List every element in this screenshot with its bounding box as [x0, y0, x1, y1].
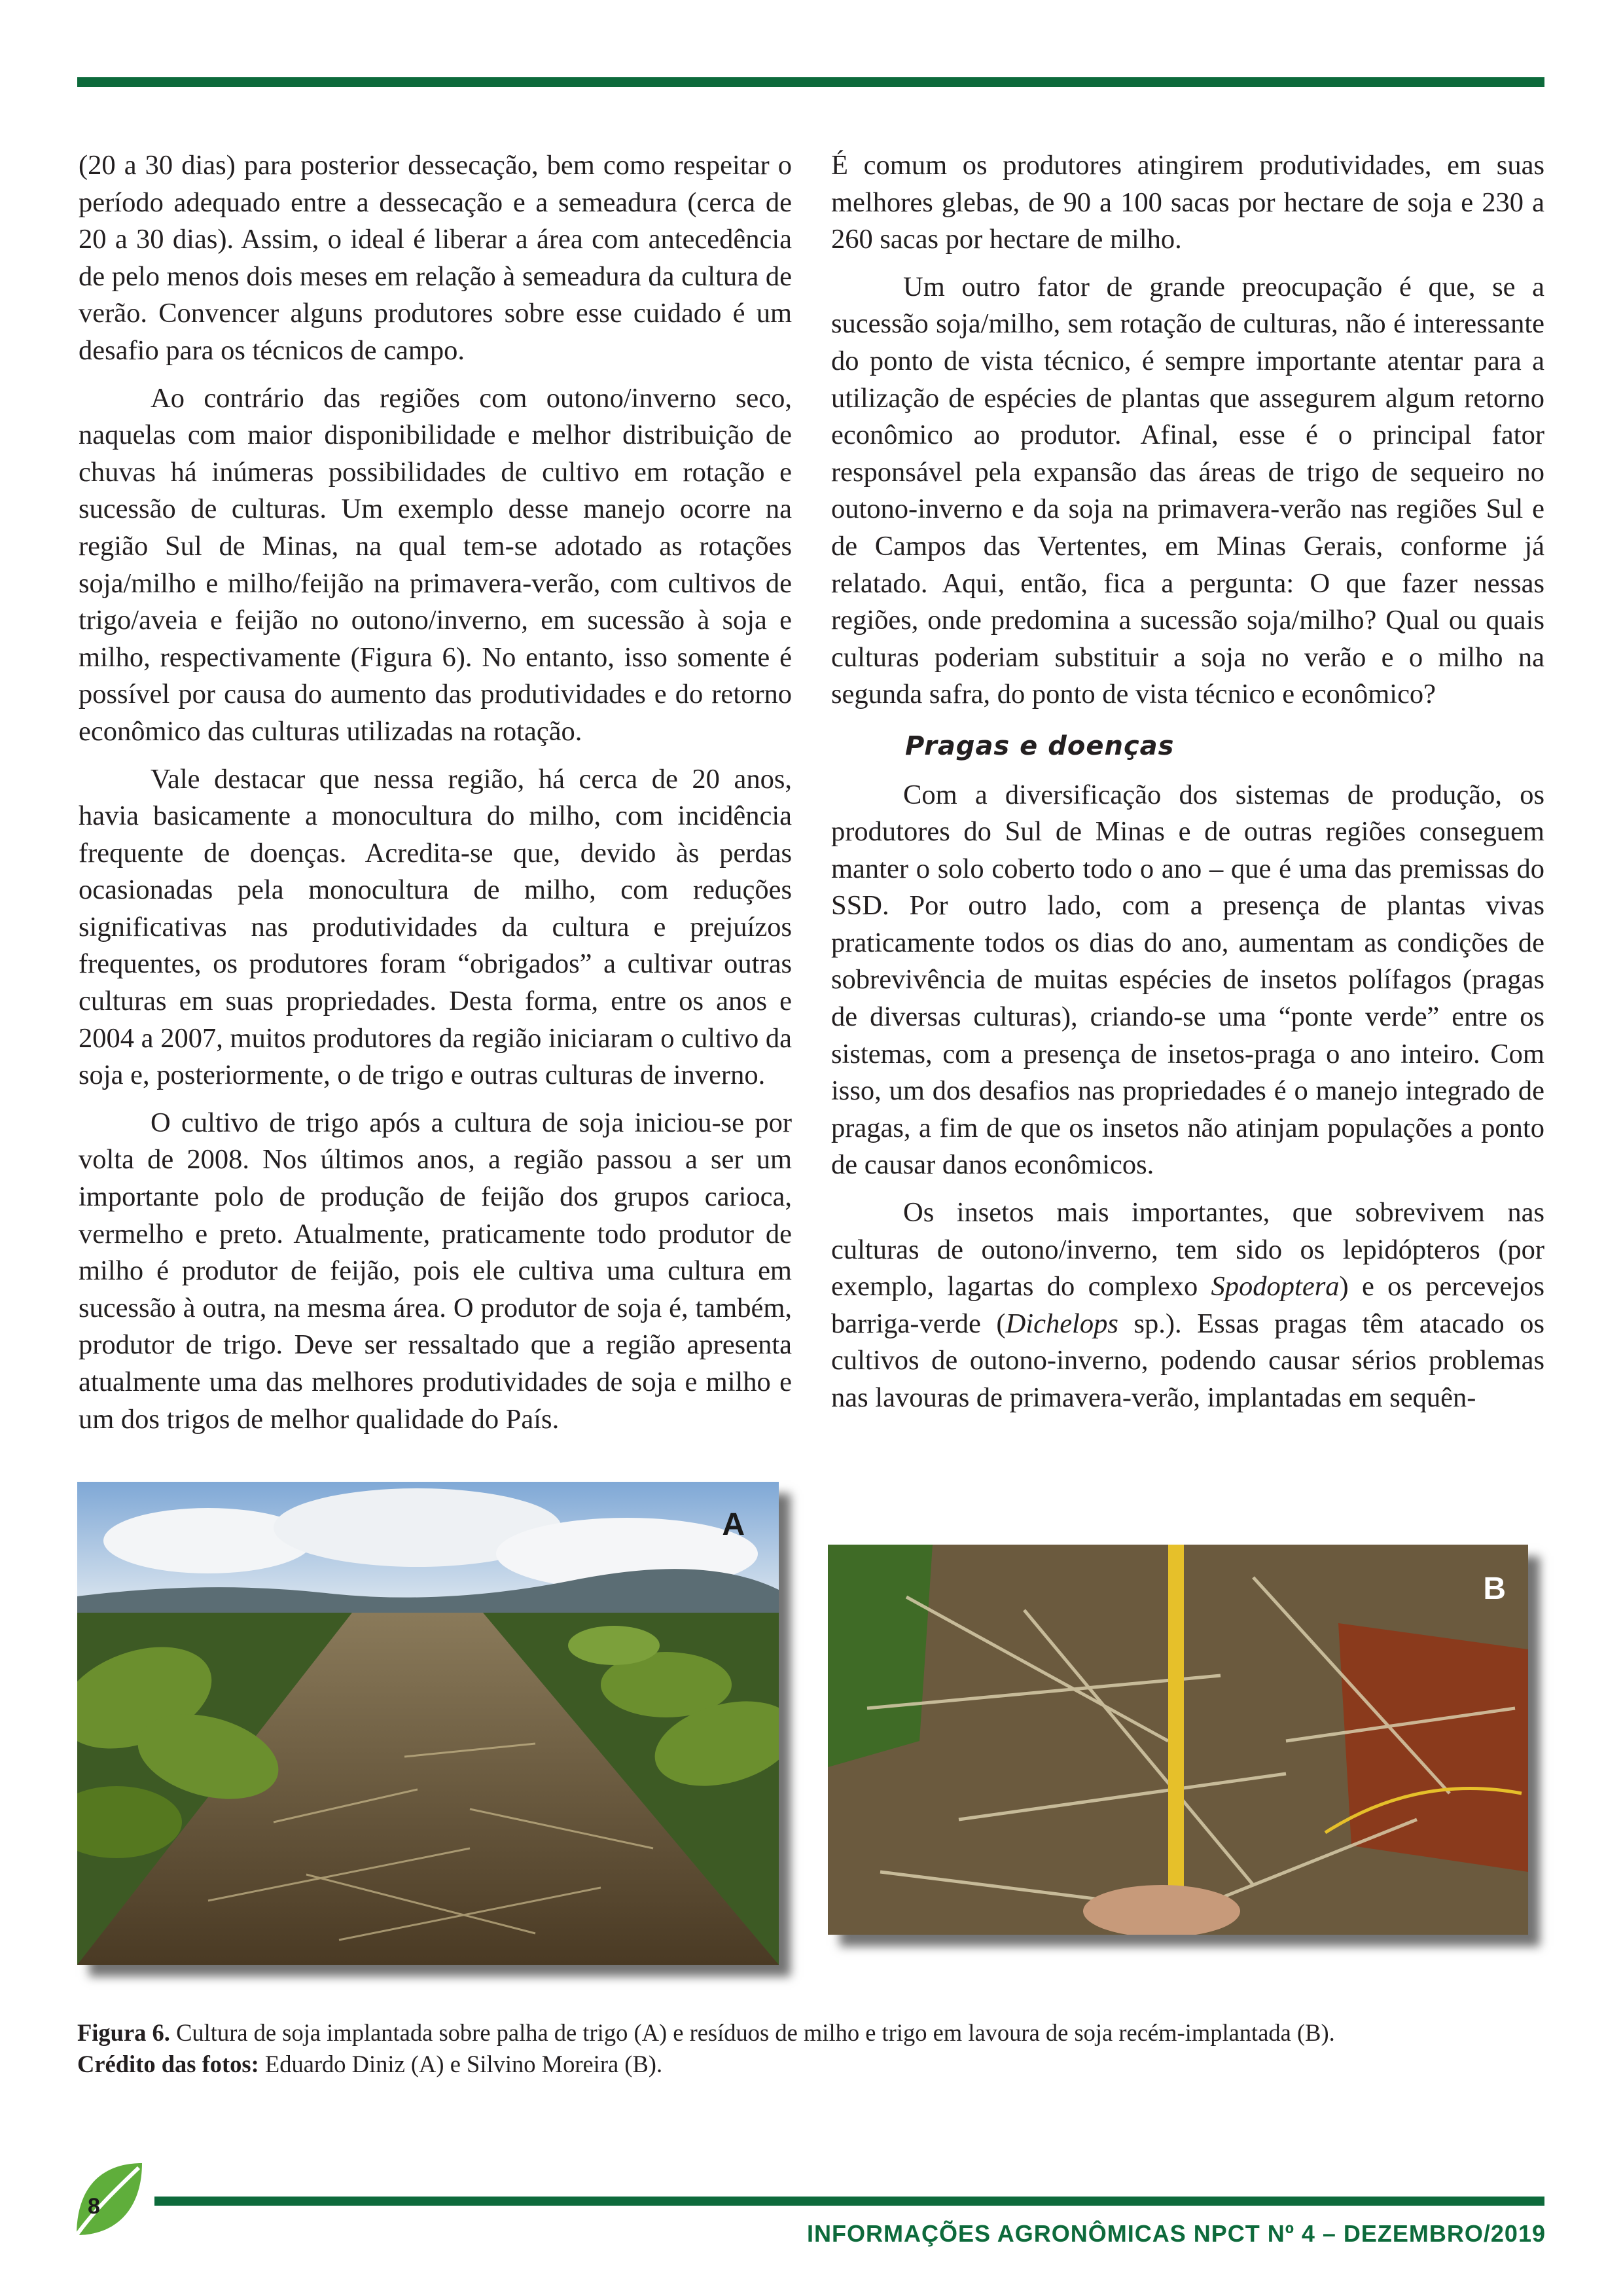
paragraph: (20 a 30 dias) para posterior dessecação, bem como respeitar o período adequado entre a dessecação e a semeadura (cerca de 20 a 30 dias). Assim, o ideal é liberar a área com antecedência de pelo menos dois meses em relação à semeadura da cultura de verão. Convencer alguns produtores sobre esse cuidado é um desafio para os técnicos de campo. [79, 150, 792, 366]
caption-label: Figura 6. [77, 2019, 170, 2046]
credit-label: Crédito das fotos: [77, 2051, 259, 2077]
left-column [79, 147, 792, 1448]
credit-text: Eduardo Diniz (A) e Silvino Moreira (B). [259, 2051, 663, 2077]
paragraph: É comum os produtores atingirem produtividades, em suas melhores glebas, de 90 a 100 sacas por hectare de soja e 230 a 260 sacas por hectare de milho. [831, 150, 1544, 255]
paragraph: O cultivo de trigo após a cultura de soja iniciou-se por volta de 2008. Nos últimos anos, a região passou a ser um importante polo de produção de feijão dos grupos carioca, vermelho e preto. Atualmente, praticamente todo produtor de milho é produtor de feijão, pois ele cultiva uma cultura em sucessão à outra, na mesma área. O produtor de soja é, também, produtor de trigo. Deve ser ressaltado que a região apresenta atualmente uma das melhores produtividades de soja e milho e um dos trigos de melhor qualidade do País. [79, 1107, 792, 1435]
paragraph: Vale destacar que nessa região, há cerca de 20 anos, havia basicamente a monocultura do milho, com incidência frequente de doenças. Acredita-se que, devido às perdas ocasionadas pela monocultura de milho, com reduções significativas nas produtividades da cultura e prejuízos frequentes, os produtores foram “obrigados” a cultivar outras culturas em suas propriedades. Desta forma, entre os anos e 2004 a 2007, muitos produtores da região iniciaram o cultivo da soja e, posteriormente, o de trigo e outras culturas de inverno. [79, 763, 792, 1091]
footer-rule [154, 2197, 1544, 2206]
section-heading: Pragas e doenças [905, 730, 1175, 761]
journal-title: INFORMAÇÕES AGRONÔMICAS NPCT Nº 4 – DEZEMBRO/2019 [807, 2220, 1546, 2247]
paragraph: Com a diversificação dos sistemas de produção, os produtores do Sul de Minas e de outras regiões conseguem manter o solo coberto todo o ano – que é uma das premissas do SSD. Por outro lado, com a presença de plantas vivas praticamente todos os dias do ano, aumentam as condições de sobrevivência de muitas espécies de insetos polífagos (pragas de diversas culturas), criando-se uma “ponte verde” entre os sistemas, com a presença de insetos-praga o ano inteiro. Com isso, um dos desafios nas propriedades é o manejo integrado de pragas, a fim de que os insetos não atinjam populações a ponto de causar danos econômicos. [831, 779, 1544, 1181]
caption-line [77, 2017, 1556, 2049]
photo-label-a: A [722, 1507, 745, 1542]
paragraph: Um outro fator de grande preocupação é que, se a sucessão soja/milho, sem rotação de culturas, não é interessante do ponto de vista técnico, é sempre importante atentar para a utilização de espécies de plantas que assegurem algum retorno econômico ao produtor. Afinal, esse é o principal fator responsável pela expansão das áreas de trigo de sequeiro no outono-inverno e da soja na primavera-verão nas regiões Sul e de Campos das Vertentes, em Minas Gerais, conforme já relatado. Aqui, então, fica a pergunta: O que fazer nessas regiões, onde predomina a sucessão soja/milho? Qual ou quais culturas poderiam substituir a soja no verão e o milho na segunda safra, do ponto de vista técnico e econômico? [831, 271, 1544, 710]
leaf-logo-icon [73, 2160, 145, 2238]
figure-caption [77, 2017, 1556, 2080]
text-run: ) e os percevejos barriga-verde ( [831, 1271, 1544, 1339]
species-name: Dichelops [1005, 1308, 1118, 1339]
text-run: Os insetos mais importantes, que sobrevivem nas culturas de outono/inverno, tem sido os lepidópteros (por exemplo, lagartas do complexo [831, 1197, 1544, 1302]
caption-text: Cultura de soja implantada sobre palha de trigo (A) e resíduos de milho e trigo em lavoura de soja recém-implantada (B). [169, 2019, 1335, 2046]
photo-b-crop-residue [828, 1545, 1528, 1935]
photo-label-b: B [1483, 1571, 1506, 1606]
soybean-field-illustration [77, 1482, 779, 1965]
species-name: Spodoptera [1211, 1271, 1340, 1302]
text-run: sp.). Essas pragas têm atacado os cultivos de outono-inverno, podendo causar sérios problemas nas lavouras de primavera-verão, implantadas em sequên- [831, 1308, 1544, 1413]
photo-a-soybean-field [77, 1482, 779, 1965]
header-rule [77, 77, 1544, 87]
paragraph [831, 1194, 1544, 1417]
page-number: 8 [88, 2194, 100, 2219]
right-column [831, 147, 1544, 1427]
crop-residue-illustration [828, 1545, 1528, 1935]
paragraph: Ao contrário das regiões com outono/inverno seco, naquelas com maior disponibilidade e melhor distribuição de chuvas há inúmeras possibilidades de cultivo em rotação e sucessão de culturas. Um exemplo desse manejo ocorre na região Sul de Minas, na qual tem-se adotado as rotações soja/milho e milho/feijão na primavera-verão, com cultivos de trigo/aveia e feijão no outono/inverno, em sucessão à soja e milho, respectivamente (Figura 6). No entanto, isso somente é possível por causa do aumento das produtividades e do retorno econômico das culturas utilizadas na rotação. [79, 382, 792, 747]
credit-line [77, 2049, 1556, 2080]
